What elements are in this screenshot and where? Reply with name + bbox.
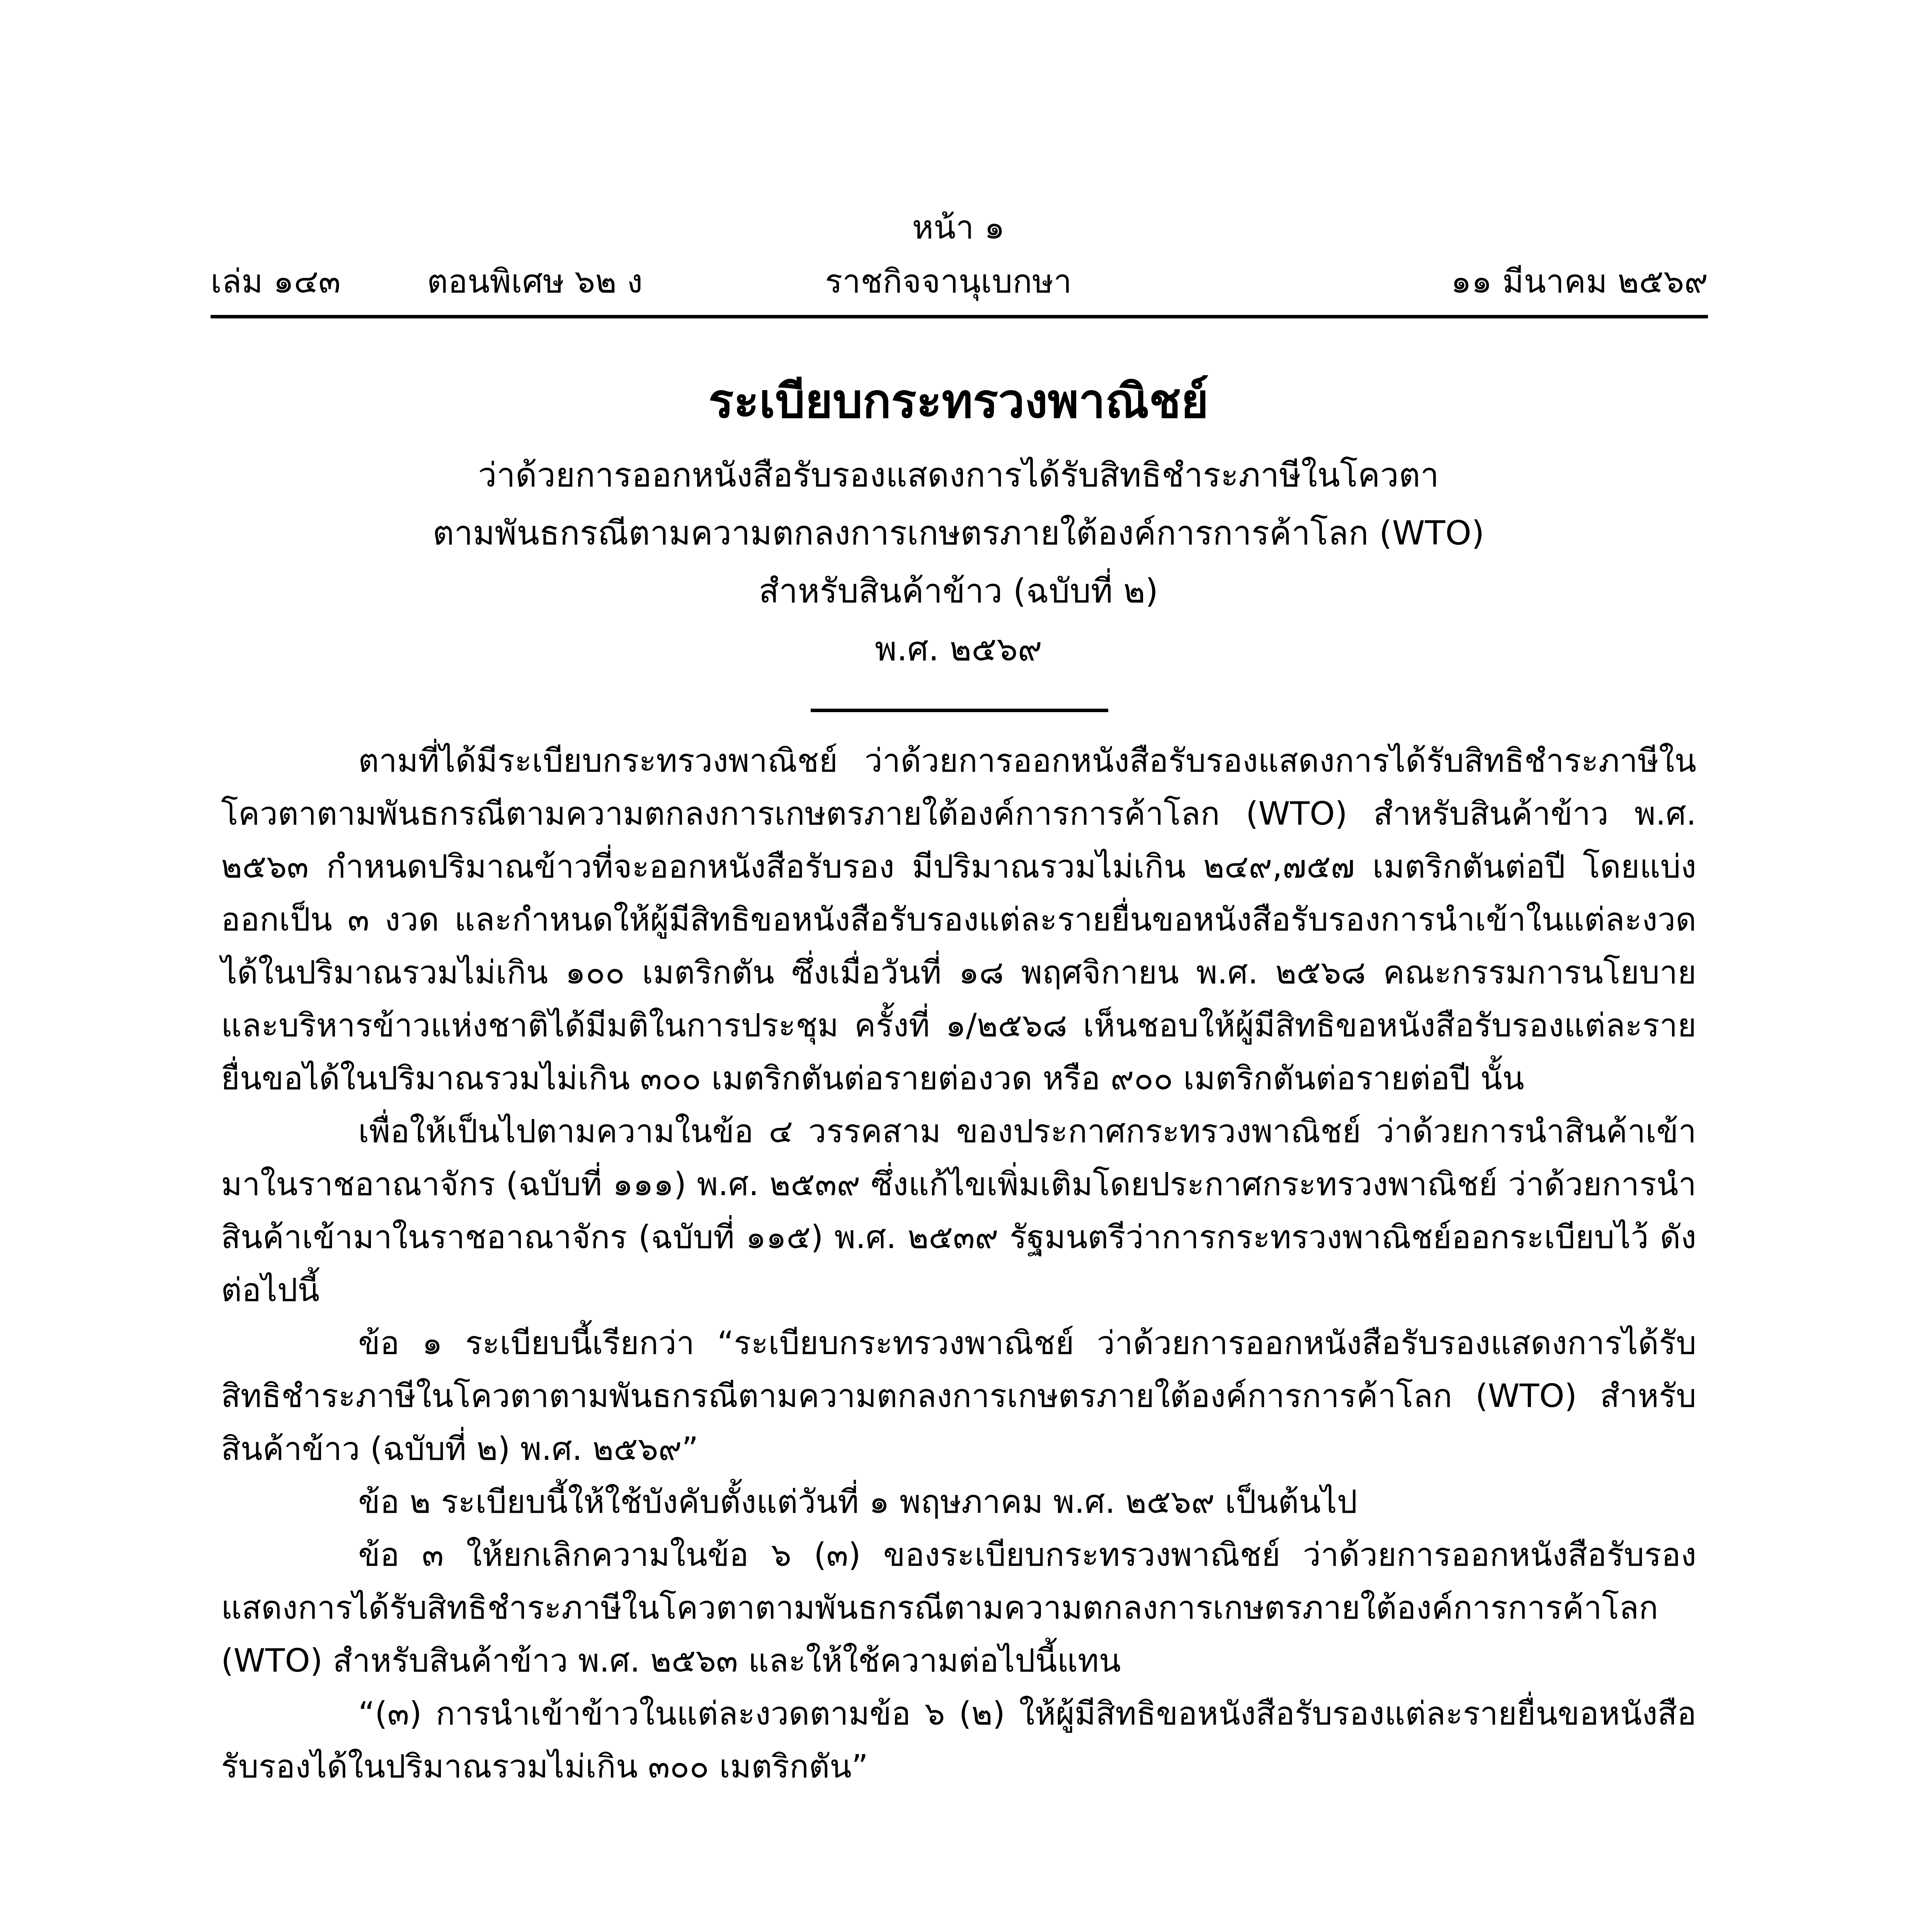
clause-3-amended-text: “(๓) การนำเข้าข้าวในแต่ละงวดตามข้อ ๖ (๒) ให้ผู้มีสิทธิขอหนังสือรับรองแต่ละรายยื่นขอหนังสือรับรองได้ในปริมาณรวมไม่เกิน ๓๐๐ เมตริกตัน” (221, 1695, 1696, 1785)
clause-1: ข้อ ๑ ระเบียบนี้เรียกว่า “ระเบียบกระทรวงพาณิชย์ ว่าด้วยการออกหนังสือรับรองแสดงการได้รับสิทธิชำระภาษีในโควตาตามพันธกรณีตามความตกลงการเกษตรภายใต้องค์การการค้าโลก (WTO) สำหรับสินค้าข้าว (ฉบับที่ ๒) พ.ศ. ๒๕๖๙” (221, 1324, 1696, 1468)
publication-name: ราชกิจจานุเบกษา (825, 262, 1072, 300)
document-year: พ.ศ. ๒๕๖๙ (875, 630, 1042, 668)
document-body (221, 734, 1696, 1793)
header-divider (211, 315, 1708, 318)
document-title: ระเบียบกระทรวงพาณิชย์ (708, 374, 1209, 429)
preamble-paragraph-1: ตามที่ได้มีระเบียบกระทรวงพาณิชย์ ว่าด้วยการออกหนังสือรับรองแสดงการได้รับสิทธิชำระภาษีในโควตาตามพันธกรณีตามความตกลงการเกษตรภายใต้องค์การการค้าโลก (WTO) สำหรับสินค้าข้าว พ.ศ. ๒๕๖๓ กำหนดปริมาณข้าวที่จะออกหนังสือรับรอง มีปริมาณรวมไม่เกิน ๒๔๙,๗๕๗ เมตริกตันต่อปี โดยแบ่งออกเป็น ๓ งวด และกำหนดให้ผู้มีสิทธิขอหนังสือรับรองแต่ละรายยื่นขอหนังสือรับรองการนำเข้าในแต่ละงวดได้ในปริมาณรวมไม่เกิน ๑๐๐ เมตริกตัน ซึ่งเมื่อวันที่ ๑๘ พฤศจิกายน พ.ศ. ๒๕๖๘ คณะกรรมการนโยบายและบริหารข้าวแห่งชาติได้มีมติในการประชุม ครั้งที่ ๑/๒๕๖๘ เห็นชอบให้ผู้มีสิทธิขอหนังสือรับรองแต่ละรายยื่นขอได้ในปริมาณรวมไม่เกิน ๓๐๐ เมตริกตันต่อรายต่องวด หรือ ๙๐๐ เมตริกตันต่อรายต่อปี นั้น (221, 742, 1696, 1097)
preamble-paragraph-2: เพื่อให้เป็นไปตามความในข้อ ๔ วรรคสาม ของประกาศกระทรวงพาณิชย์ ว่าด้วยการนำสินค้าเข้ามาในราชอาณาจักร (ฉบับที่ ๑๑๑) พ.ศ. ๒๕๓๙ ซึ่งแก้ไขเพิ่มเติมโดยประกาศกระทรวงพาณิชย์ ว่าด้วยการนำสินค้าเข้ามาในราชอาณาจักร (ฉบับที่ ๑๑๕) พ.ศ. ๒๕๓๙ รัฐมนตรีว่าการกระทรวงพาณิชย์ออกระเบียบไว้ ดังต่อไปนี้ (221, 1112, 1696, 1309)
clause-2: ข้อ ๒ ระเบียบนี้ให้ใช้บังคับตั้งแต่วันที่ ๑ พฤษภาคม พ.ศ. ๒๕๖๙ เป็นต้นไป (358, 1483, 1357, 1520)
subtitle-line-3: สำหรับสินค้าข้าว (ฉบับที่ ๒) (759, 572, 1158, 611)
gazette-header (211, 255, 1708, 301)
section-number: ตอนพิเศษ ๖๒ ง (427, 262, 643, 300)
subtitle-line-2: ตามพันธกรณีตามความตกลงการเกษตรภายใต้องค์การการค้าโลก (WTO) (432, 514, 1485, 553)
publication-date: ๑๑ มีนาคม ๒๕๖๙ (1451, 262, 1708, 300)
page-number: หน้า ๑ (912, 208, 1005, 246)
title-divider (811, 709, 1108, 712)
volume-number: เล่ม ๑๔๓ (211, 262, 341, 300)
subtitle-line-1: ว่าด้วยการออกหนังสือรับรองแสดงการได้รับสิทธิชำระภาษีในโควตา (478, 456, 1439, 495)
clause-3: ข้อ ๓ ให้ยกเลิกความในข้อ ๖ (๓) ของระเบียบกระทรวงพาณิชย์ ว่าด้วยการออกหนังสือรับรองแสดงการได้รับสิทธิชำระภาษีในโควตาตามพันธกรณีตามความตกลงการเกษตรภายใต้องค์การการค้าโลก (WTO) สำหรับสินค้าข้าว พ.ศ. ๒๕๖๓ และให้ใช้ความต่อไปนี้แทน (221, 1536, 1696, 1679)
